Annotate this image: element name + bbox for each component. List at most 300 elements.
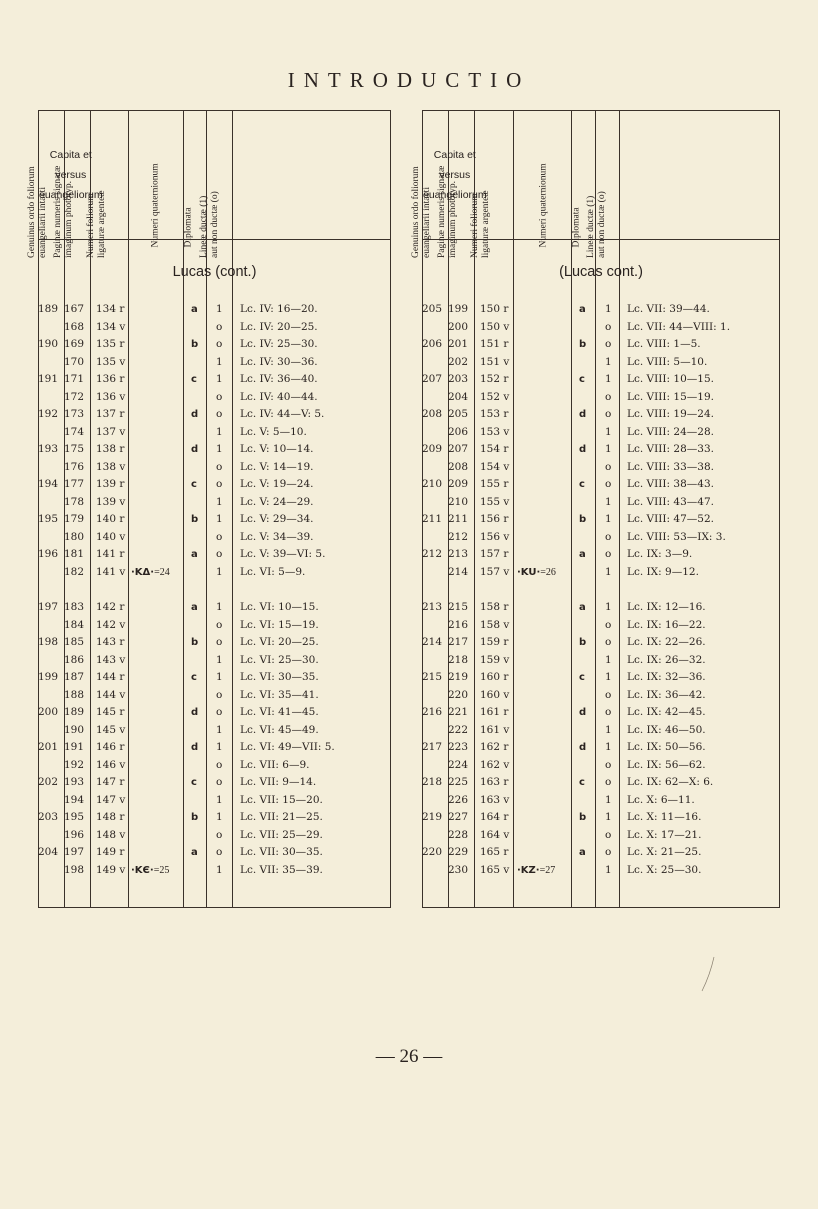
- paper-scratch-mark: [700, 955, 720, 995]
- column-header-line: aut non ductæ (o): [209, 191, 220, 258]
- leaf-number: 148 v: [96, 828, 126, 841]
- line-marker: 1: [605, 741, 612, 753]
- line-marker: 1: [605, 723, 612, 736]
- table-row: [423, 546, 779, 563]
- table-row: [39, 371, 390, 388]
- line-marker: 1: [216, 863, 223, 876]
- folio-number: 197: [37, 601, 58, 613]
- line-marker: o: [216, 828, 223, 841]
- table-row: [39, 511, 390, 528]
- chapter-verse: Lc. VII: 25—29.: [240, 828, 323, 841]
- chapter-verse: Lc. V: 19—24.: [240, 478, 314, 490]
- leaf-number: 152 r: [480, 373, 509, 385]
- page-number-cell: 169: [63, 338, 84, 350]
- leaf-number: 161 v: [480, 723, 510, 736]
- table-row: [39, 389, 390, 406]
- page-number-cell: 187: [63, 671, 84, 683]
- diploma-letter: a: [191, 549, 198, 560]
- leaf-number: 157 r: [480, 548, 509, 560]
- table-row: [39, 529, 390, 546]
- page-number-cell: 190: [63, 723, 84, 736]
- line-marker: 1: [605, 495, 612, 508]
- page-number-cell: 186: [63, 653, 84, 666]
- chapter-verse: Lc. V: 10—14.: [240, 443, 314, 455]
- line-marker: 1: [605, 565, 612, 578]
- line-marker: o: [605, 846, 612, 858]
- leaf-number: 136 v: [96, 390, 126, 403]
- chapter-verse: Lc. V: 24—29.: [240, 495, 314, 508]
- line-marker: o: [216, 618, 223, 631]
- table-row: [39, 301, 390, 318]
- column-header-quaternionum: [539, 163, 550, 247]
- table-row: [423, 371, 779, 388]
- folio-number: 219: [421, 811, 442, 823]
- line-marker: o: [605, 530, 612, 543]
- leaf-number: 164 v: [480, 828, 510, 841]
- diploma-letter: a: [579, 847, 586, 858]
- table-row: [423, 687, 779, 704]
- chapter-verse: Lc. IX: 22—26.: [627, 636, 706, 648]
- column-header-quaternionum: [151, 163, 162, 247]
- folio-number: 209: [421, 443, 442, 455]
- chapter-verse: Lc. VI: 45—49.: [240, 723, 319, 736]
- table-row: [423, 669, 779, 686]
- chapter-verse: Lc. VIII: 43—47.: [627, 495, 714, 508]
- leaf-number: 143 r: [96, 636, 125, 648]
- chapter-verse: Lc. VIII: 24—28.: [627, 425, 714, 438]
- line-marker: 1: [216, 793, 223, 806]
- line-marker: o: [605, 478, 612, 490]
- page-number-cell: 206: [447, 425, 468, 438]
- page-number-cell: 185: [63, 636, 84, 648]
- chapter-verse: Lc. VII: 44—VIII: 1.: [627, 320, 731, 333]
- table-row: [423, 757, 779, 774]
- table-row: [39, 424, 390, 441]
- chapter-verse: Lc. IX: 56—62.: [627, 758, 706, 771]
- line-marker: o: [605, 460, 612, 473]
- table-row: [39, 564, 390, 581]
- page-number-cell: 191: [63, 741, 84, 753]
- table-row: [423, 336, 779, 353]
- chapter-verse: Lc. IX: 32—36.: [627, 671, 706, 683]
- page-number-cell: 195: [63, 811, 84, 823]
- page-number-cell: 208: [447, 460, 468, 473]
- diploma-letter: a: [579, 549, 586, 560]
- chapter-verse: Lc. IX: 46—50.: [627, 723, 706, 736]
- quaternion-sign: ·KU·: [517, 566, 541, 578]
- chapter-verse: Lc. X: 21—25.: [627, 846, 702, 858]
- table-row: [423, 809, 779, 826]
- page-number-cell: 229: [447, 846, 468, 858]
- line-marker: 1: [216, 601, 223, 613]
- line-marker: 1: [216, 741, 223, 753]
- chapter-verse: Lc. VI: 30—35.: [240, 671, 319, 683]
- table-row: [423, 792, 779, 809]
- page-number-cell: 170: [63, 355, 84, 368]
- chapter-verse: Lc. X: 25—30.: [627, 863, 702, 876]
- folio-number: 218: [421, 776, 442, 788]
- table-row: [423, 354, 779, 371]
- column-header-diplomata: [184, 207, 195, 247]
- diploma-letter: c: [191, 374, 197, 385]
- column-header-line: euangeliarii intacti: [421, 187, 432, 258]
- line-marker: 1: [216, 723, 223, 736]
- page-number-cell: 189: [63, 706, 84, 718]
- leaf-number: 150 v: [480, 320, 510, 333]
- leaf-number: 150 r: [480, 303, 509, 315]
- leaf-number: 145 v: [96, 723, 126, 736]
- leaf-number: 164 r: [480, 811, 509, 823]
- leaf-number: 141 r: [96, 548, 125, 560]
- page-number-cell: 172: [63, 390, 84, 403]
- table-row: [423, 722, 779, 739]
- leaf-number: 141 v: [96, 565, 126, 578]
- line-marker: 1: [605, 671, 612, 683]
- table-row: [423, 827, 779, 844]
- table-row: [39, 704, 390, 721]
- diploma-letter: c: [579, 374, 585, 385]
- folio-number: 201: [37, 741, 58, 753]
- page-number-cell: 194: [63, 793, 84, 806]
- leaf-number: 139 r: [96, 478, 125, 490]
- line-marker: o: [605, 706, 612, 718]
- page-number-cell: 225: [447, 776, 468, 788]
- table-row: [423, 389, 779, 406]
- line-marker: 1: [216, 495, 223, 508]
- line-marker: 1: [605, 601, 612, 613]
- leaf-number: 136 r: [96, 373, 125, 385]
- table-row: [39, 354, 390, 371]
- section-title: Lucas (cont.): [172, 264, 257, 280]
- quaternion-number: =26: [540, 566, 556, 578]
- leaf-number: 134 v: [96, 320, 126, 333]
- chapter-verse: Lc. VI: 15—19.: [240, 618, 319, 631]
- chapter-verse: Lc. VIII: 15—19.: [627, 390, 714, 403]
- column-header-line: Numeri quaternionum: [538, 163, 549, 248]
- page-number-cell: 203: [447, 373, 468, 385]
- line-marker: 1: [605, 793, 612, 806]
- line-marker: o: [216, 636, 223, 648]
- leaf-number: 142 r: [96, 601, 125, 613]
- table-row: [423, 862, 779, 879]
- folio-number: 217: [421, 741, 442, 753]
- leaf-number: 137 v: [96, 425, 126, 438]
- line-marker: 1: [605, 355, 612, 368]
- chapter-verse: Lc. IV: 40—44.: [240, 390, 318, 403]
- table-row: [39, 739, 390, 756]
- table-row: [423, 476, 779, 493]
- page-number-cell: 181: [63, 548, 84, 560]
- chapter-verse: Lc. IX: 36—42.: [627, 688, 706, 701]
- folio-number: 195: [37, 513, 58, 525]
- leaf-number: 159 r: [480, 636, 509, 648]
- diploma-letter: b: [579, 514, 587, 525]
- folio-number: 210: [421, 478, 442, 490]
- diploma-letter: d: [191, 707, 199, 718]
- chapter-verse: Lc. VII: 35—39.: [240, 863, 323, 876]
- diploma-letter: d: [191, 742, 199, 753]
- diploma-letter: c: [191, 777, 197, 788]
- table-row: [39, 336, 390, 353]
- leaf-number: 146 v: [96, 758, 126, 771]
- line-marker: 1: [605, 303, 612, 315]
- leaf-number: 163 v: [480, 793, 510, 806]
- table-row: [423, 564, 779, 581]
- page-number-cell: 201: [447, 338, 468, 350]
- line-marker: 1: [605, 811, 612, 823]
- chapter-verse: Lc. VII: 30—35.: [240, 846, 323, 858]
- line-marker: 1: [216, 513, 223, 525]
- table-row: [423, 406, 779, 423]
- chapter-verse: Lc. IX: 12—16.: [627, 601, 706, 613]
- folio-number: 193: [37, 443, 58, 455]
- folio-number: 211: [421, 513, 442, 525]
- table-row: [39, 599, 390, 616]
- leaf-number: 145 r: [96, 706, 125, 718]
- page-number-cell: 230: [447, 863, 468, 876]
- quaternion-mark: [517, 564, 556, 581]
- chapter-verse: Lc. VIII: 53—IX: 3.: [627, 530, 726, 543]
- page-number-cell: 207: [447, 443, 468, 455]
- column-header-lineae: [586, 191, 607, 258]
- folio-number: 205: [421, 303, 442, 315]
- leaf-number: 143 v: [96, 653, 126, 666]
- diploma-letter: b: [579, 637, 587, 648]
- leaf-number: 157 v: [480, 565, 510, 578]
- table-row: [39, 652, 390, 669]
- diploma-letter: a: [191, 847, 198, 858]
- table-row: [39, 494, 390, 511]
- table-row: [423, 301, 779, 318]
- chapter-verse: Lc. X: 6—11.: [627, 793, 695, 806]
- table-row: [423, 441, 779, 458]
- column-header-line: imaginum phototyp.: [447, 180, 458, 258]
- chapter-verse: Lc. V: 29—34.: [240, 513, 314, 525]
- folio-number: 204: [37, 846, 58, 858]
- chapter-verse: Lc. IX: 50—56.: [627, 741, 706, 753]
- diploma-letter: b: [191, 812, 199, 823]
- diploma-letter: b: [579, 339, 587, 350]
- line-marker: o: [605, 828, 612, 841]
- table-row: [39, 476, 390, 493]
- page-number-cell: 182: [63, 565, 84, 578]
- chapter-verse: Lc. VI: 10—15.: [240, 601, 319, 613]
- line-marker: o: [216, 548, 223, 560]
- table-row: [39, 669, 390, 686]
- page-number-cell: 202: [447, 355, 468, 368]
- chapter-verse: Lc. VIII: 10—15.: [627, 373, 714, 385]
- column-header-line: Capita et: [433, 149, 476, 161]
- chapter-verse: Lc. VII: 21—25.: [240, 811, 323, 823]
- page-number-cell: 193: [63, 776, 84, 788]
- page-number-cell: 198: [63, 863, 84, 876]
- page-number-cell: 219: [447, 671, 468, 683]
- column-header-line: Numeri foliorum: [470, 193, 480, 258]
- quaternion-number: =24: [154, 566, 170, 578]
- diploma-letter: d: [579, 409, 587, 420]
- table-row: [423, 424, 779, 441]
- chapter-verse: Lc. X: 11—16.: [627, 811, 702, 823]
- folio-number: 190: [37, 338, 58, 350]
- right-table: [411, 110, 780, 908]
- line-marker: o: [605, 408, 612, 420]
- line-marker: o: [216, 688, 223, 701]
- left-table: [27, 110, 391, 908]
- folio-number: 212: [421, 548, 442, 560]
- page-number-cell: 177: [63, 478, 84, 490]
- chapter-verse: Lc. VII: 39—44.: [627, 303, 710, 315]
- section-title: (Lucas cont.): [559, 264, 643, 280]
- table-row: [423, 494, 779, 511]
- line-marker: o: [216, 478, 223, 490]
- chapter-verse: Lc. IX: 42—45.: [627, 706, 706, 718]
- page-number-cell: 218: [447, 653, 468, 666]
- diploma-letter: c: [579, 777, 585, 788]
- folio-number: 213: [421, 601, 442, 613]
- chapter-verse: Lc. IV: 30—36.: [240, 355, 318, 368]
- column-header-line: versus: [439, 169, 471, 181]
- line-marker: o: [605, 548, 612, 560]
- leaf-number: 147 r: [96, 776, 125, 788]
- leaf-number: 160 v: [480, 688, 510, 701]
- chapter-verse: Lc. VI: 41—45.: [240, 706, 319, 718]
- leaf-number: 159 v: [480, 653, 510, 666]
- page-number-cell: 214: [447, 565, 468, 578]
- line-marker: o: [216, 758, 223, 771]
- page-number-cell: 199: [447, 303, 468, 315]
- leaf-number: 160 r: [480, 671, 509, 683]
- column-header-lineae: [199, 191, 220, 258]
- leaf-number: 155 v: [480, 495, 510, 508]
- column-header-line: ligaturæ argenteæ: [96, 190, 107, 258]
- table-row: [39, 757, 390, 774]
- table-row: [39, 809, 390, 826]
- chapter-verse: Lc. VIII: 5—10.: [627, 355, 708, 368]
- line-marker: 1: [216, 671, 223, 683]
- line-marker: o: [216, 846, 223, 858]
- leaf-number: 156 v: [480, 530, 510, 543]
- column-header-line: imaginum phototyp.: [63, 180, 74, 258]
- leaf-number: 153 v: [480, 425, 510, 438]
- page-number-cell: 175: [63, 443, 84, 455]
- folio-number: 207: [421, 373, 442, 385]
- page-number-cell: 220: [447, 688, 468, 701]
- table-row: [39, 862, 390, 879]
- chapter-verse: Lc. V: 14—19.: [240, 460, 314, 473]
- line-marker: 1: [605, 373, 612, 385]
- leaf-number: 149 r: [96, 846, 125, 858]
- page-number-cell: 180: [63, 530, 84, 543]
- folio-number: 203: [37, 811, 58, 823]
- diploma-letter: b: [579, 812, 587, 823]
- folio-number: 216: [421, 706, 442, 718]
- page-number-cell: 228: [447, 828, 468, 841]
- leaf-number: 140 v: [96, 530, 126, 543]
- leaf-number: 158 r: [480, 601, 509, 613]
- line-marker: o: [605, 618, 612, 631]
- leaf-number: 144 v: [96, 688, 126, 701]
- page-number-cell: 173: [63, 408, 84, 420]
- leaf-number: 163 r: [480, 776, 509, 788]
- column-header-line: versus: [55, 169, 87, 181]
- chapter-verse: Lc. VII: 9—14.: [240, 776, 317, 788]
- table-row: [423, 634, 779, 651]
- column-header-line: euangeliorum: [39, 189, 103, 201]
- folio-number: 199: [37, 671, 58, 683]
- table-row: [423, 652, 779, 669]
- page-number-cell: 200: [447, 320, 468, 333]
- chapter-verse: Lc. VIII: 47—52.: [627, 513, 714, 525]
- leaf-number: 146 r: [96, 741, 125, 753]
- leaf-number: 161 r: [480, 706, 509, 718]
- quaternion-sign: ·KЄ·: [131, 864, 154, 876]
- line-marker: 1: [605, 443, 612, 455]
- column-header-line: aut non ductæ (o): [596, 191, 607, 258]
- leaf-number: 144 r: [96, 671, 125, 683]
- line-marker: o: [216, 338, 223, 350]
- line-marker: 1: [216, 811, 223, 823]
- leaf-number: 162 r: [480, 741, 509, 753]
- diploma-letter: c: [579, 479, 585, 490]
- column-header-line: Lineæ ductæ (1): [199, 195, 209, 258]
- page-number-cell: 178: [63, 495, 84, 508]
- diploma-letter: a: [191, 602, 198, 613]
- table-row: [423, 599, 779, 616]
- line-marker: 1: [216, 443, 223, 455]
- page-number-cell: 227: [447, 811, 468, 823]
- line-marker: 1: [216, 653, 223, 666]
- leaf-number: 138 v: [96, 460, 126, 473]
- table-row: [423, 529, 779, 546]
- folio-number: 202: [37, 776, 58, 788]
- line-marker: o: [216, 776, 223, 788]
- table-row: [423, 459, 779, 476]
- chapter-verse: Lc. VIII: 28—33.: [627, 443, 714, 455]
- folio-number: 206: [421, 338, 442, 350]
- page-number-cell: 217: [447, 636, 468, 648]
- column-header-line: Lineæ ductæ (1): [586, 195, 596, 258]
- chapter-verse: Lc. IV: 20—25.: [240, 320, 318, 333]
- leaf-number: 147 v: [96, 793, 126, 806]
- quaternion-mark: [131, 862, 169, 879]
- diploma-letter: d: [191, 409, 199, 420]
- folio-number: 208: [421, 408, 442, 420]
- page-number-cell: 215: [447, 601, 468, 613]
- leaf-number: 142 v: [96, 618, 126, 631]
- folio-number: 214: [421, 636, 442, 648]
- column-header-line: Capita et: [49, 149, 92, 161]
- quaternion-mark: [517, 862, 555, 879]
- page-number-cell: 204: [447, 390, 468, 403]
- page-number-cell: 171: [63, 373, 84, 385]
- folio-number: 191: [37, 373, 58, 385]
- column-header-capita: [39, 145, 103, 205]
- table-row: [39, 774, 390, 791]
- chapter-verse: Lc. VII: 15—20.: [240, 793, 323, 806]
- diploma-letter: d: [579, 707, 587, 718]
- table-row: [39, 687, 390, 704]
- table-row: [39, 441, 390, 458]
- table-row: [423, 774, 779, 791]
- table-row: [39, 792, 390, 809]
- table-row: [423, 511, 779, 528]
- table-row: [423, 617, 779, 634]
- page-number-cell: 197: [63, 846, 84, 858]
- chapter-verse: Lc. VI: 49—VII: 5.: [240, 741, 335, 753]
- page-number-cell: 179: [63, 513, 84, 525]
- column-header-line: Paginæ numeris signatæ: [437, 165, 447, 258]
- line-marker: o: [216, 408, 223, 420]
